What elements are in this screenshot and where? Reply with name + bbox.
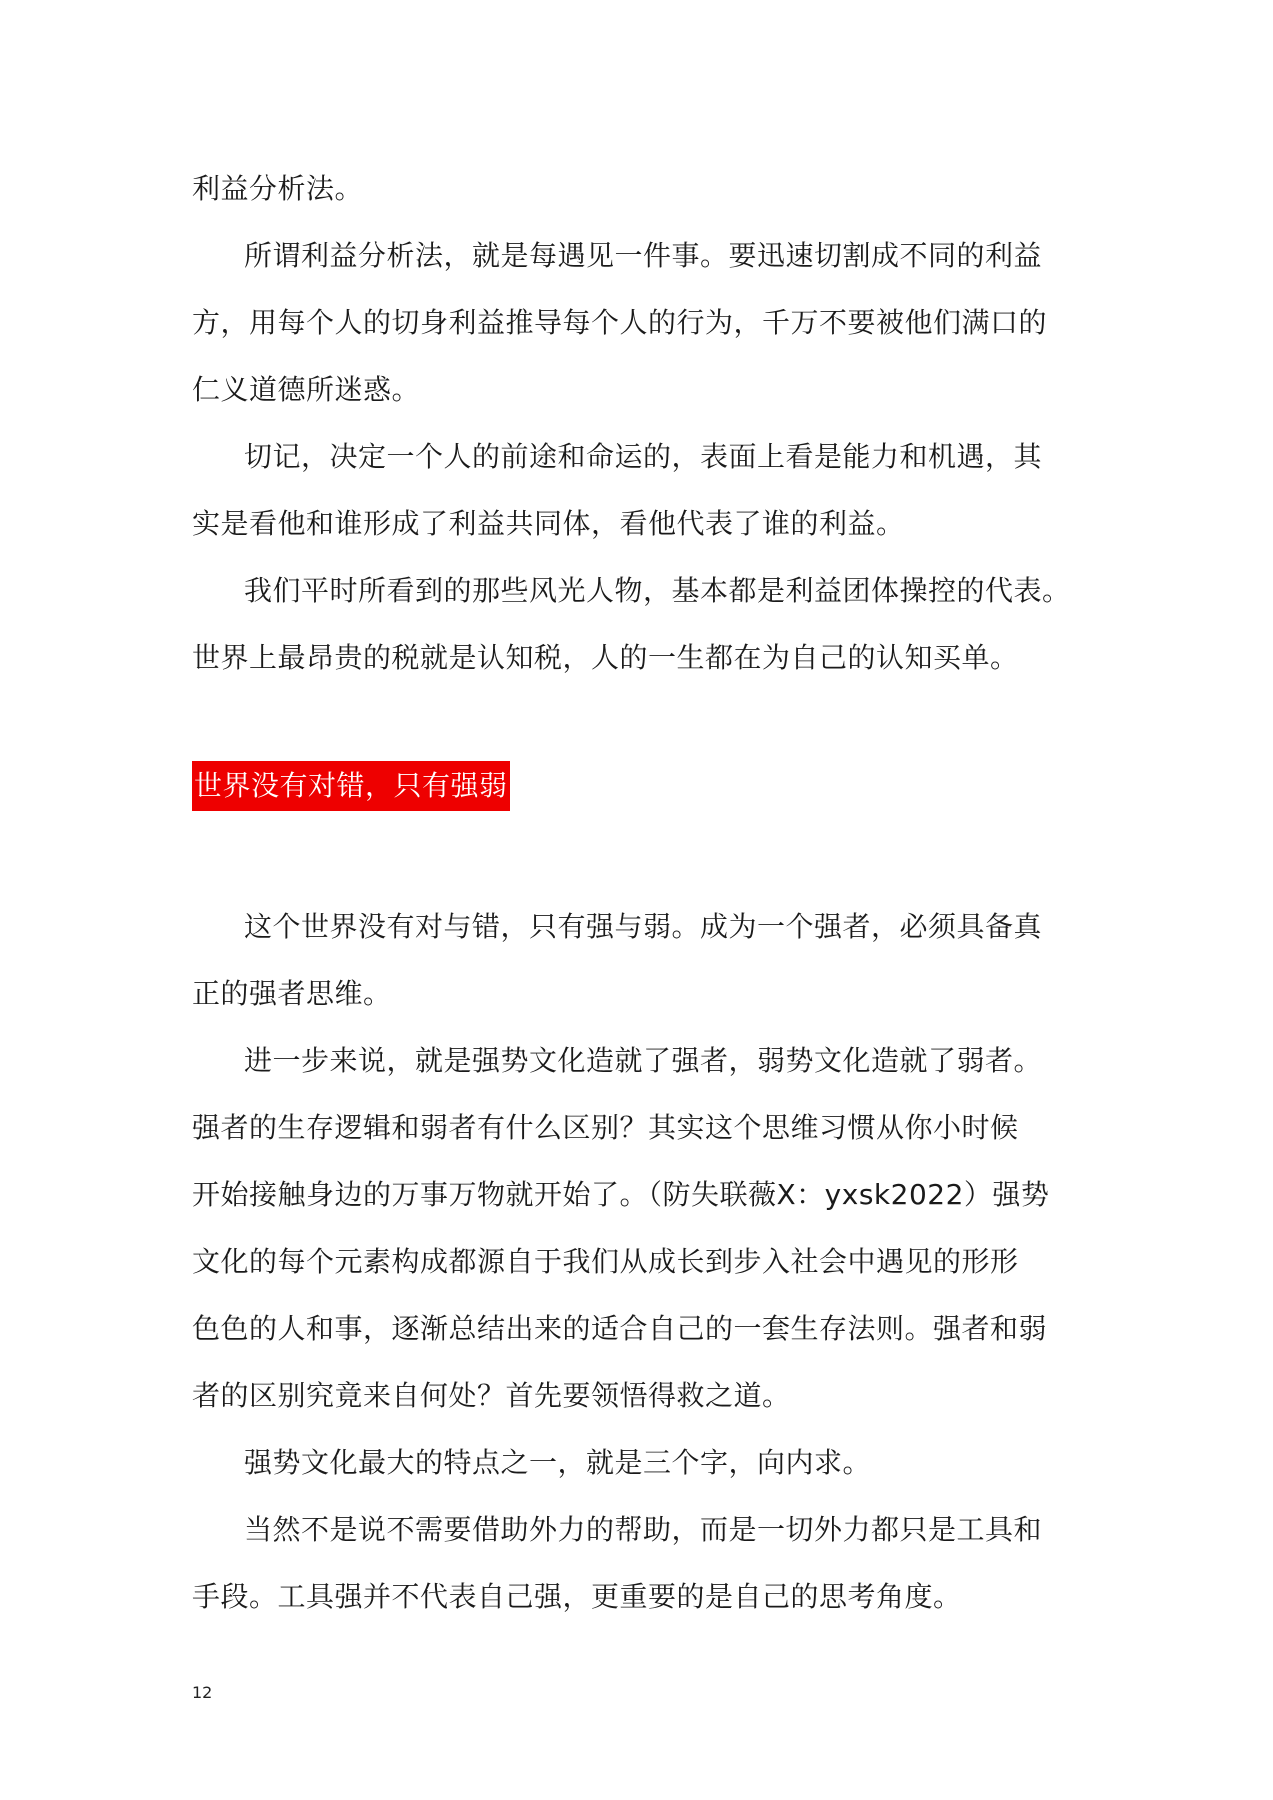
text-line: 正的强者思维。 [192, 977, 392, 1010]
paragraph-4 [192, 557, 1092, 691]
text-line: 手段。工具强并不代表自己强，更重要的是自己的思考角度。 [192, 1580, 962, 1613]
paragraph-7 [192, 1429, 1092, 1496]
paragraph-5 [192, 893, 1092, 1027]
paragraph-6 [192, 1027, 1092, 1429]
section-heading: 世界没有对错，只有强弱 [192, 761, 510, 811]
text-line: 文化的每个元素构成都源自于我们从成长到步入社会中遇见的形形 [192, 1245, 1019, 1278]
paragraph-3 [192, 423, 1092, 557]
text-line: 实是看他和谁形成了利益共同体，看他代表了谁的利益。 [192, 507, 905, 540]
text-line: 方，用每个人的切身利益推导每个人的行为，千万不要被他们满口的 [192, 306, 1048, 339]
paragraph-8 [192, 1496, 1092, 1630]
text-line: 进一步来说，就是强势文化造就了强者，弱势文化造就了弱者。 [244, 1044, 1043, 1077]
text-line: 世界上最昂贵的税就是认知税，人的一生都在为自己的认知买单。 [192, 641, 1019, 674]
paragraph-2 [192, 222, 1092, 423]
text-line: 色色的人和事，逐渐总结出来的适合自己的一套生存法则。强者和弱 [192, 1312, 1048, 1345]
text-line: 所谓利益分析法，就是每遇见一件事。要迅速切割成不同的利益 [244, 239, 1043, 272]
text-line: 切记，决定一个人的前途和命运的，表面上看是能力和机遇，其 [244, 440, 1043, 473]
text-line: 仁义道德所迷惑。 [192, 373, 421, 406]
text-line: 强势文化最大的特点之一，就是三个字，向内求。 [244, 1446, 872, 1479]
text-line: 开始接触身边的万事万物就开始了。（防失联薇X：yxsk2022）强势 [192, 1178, 1050, 1211]
text-line: 这个世界没有对与错，只有强与弱。成为一个强者，必须具备真 [244, 910, 1043, 943]
text-line: 我们平时所看到的那些风光人物，基本都是利益团体操控的代表。 [244, 574, 1071, 607]
text-line: 者的区别究竟来自何处？首先要领悟得救之道。 [192, 1379, 791, 1412]
page-number: 12 [192, 1683, 213, 1702]
text-line: 当然不是说不需要借助外力的帮助，而是一切外力都只是工具和 [244, 1513, 1043, 1546]
paragraph-1 [192, 155, 1092, 222]
text-line: 强者的生存逻辑和弱者有什么区别？其实这个思维习惯从你小时候 [192, 1111, 1019, 1144]
text-line: 利益分析法。 [192, 172, 364, 205]
